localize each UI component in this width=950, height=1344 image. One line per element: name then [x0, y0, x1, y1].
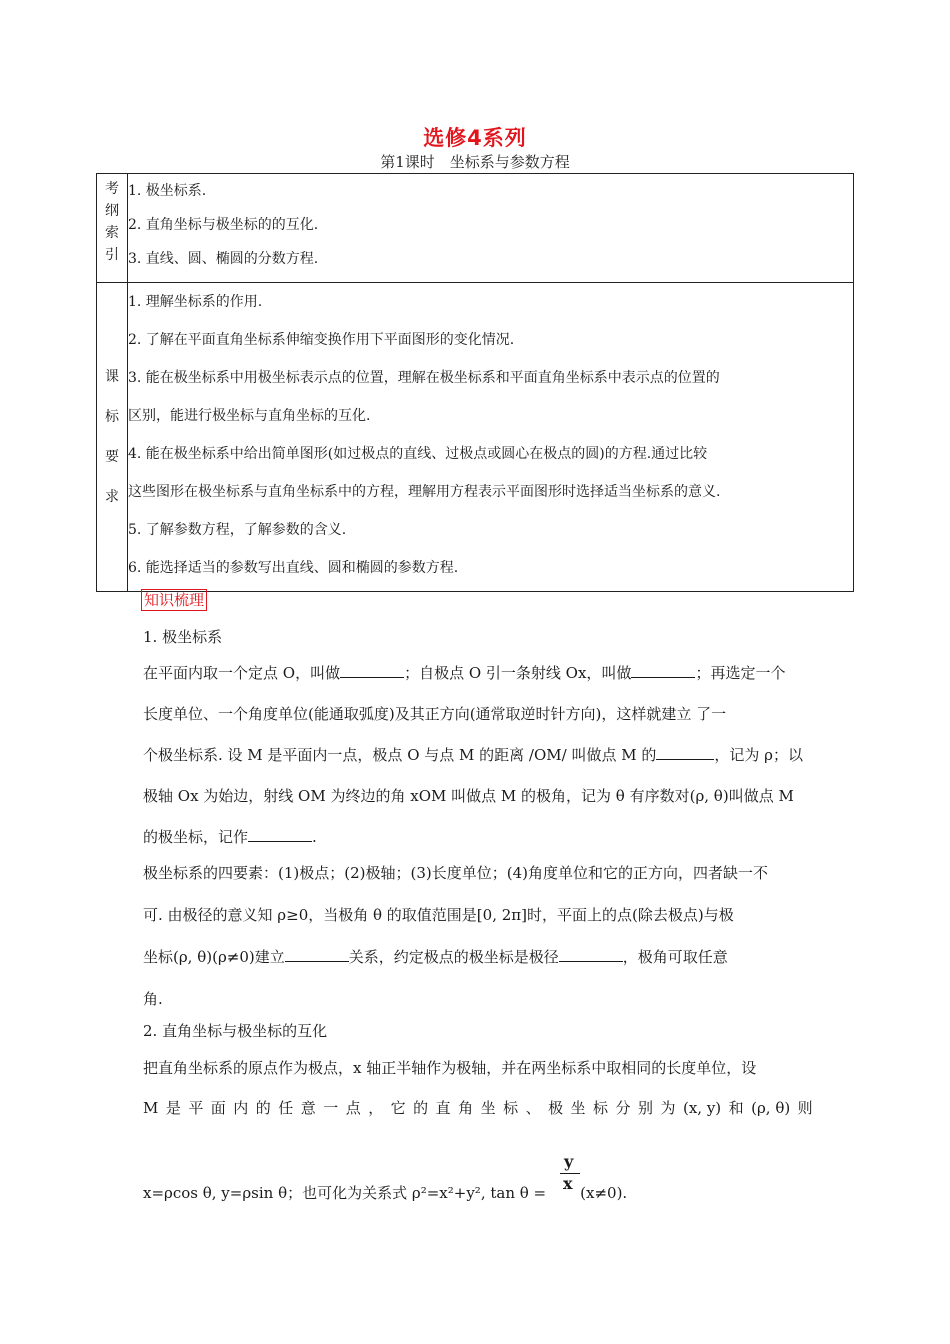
syllabus-item: 1. 极坐标系. [128, 183, 207, 199]
formula-line [143, 1181, 813, 1205]
text-word: 平 [188, 1099, 204, 1117]
text-word: 坐 [570, 1099, 586, 1117]
text-span: 在平面内取一个定点 O，叫做 [143, 664, 341, 682]
text-span: ；自极点 O 引一条射线 Ox，叫做 [404, 664, 632, 682]
fill-blank [285, 947, 349, 962]
text-span: (x≠0). [580, 1184, 628, 1202]
text-word: 、 [525, 1099, 541, 1117]
text-line: 把直角坐标系的原点作为极点，x 轴正半轴作为极轴，并在两坐标系中取相同的长度单位，设 [143, 1059, 757, 1077]
fill-blank [656, 745, 714, 760]
syllabus-row-curriculum [97, 283, 854, 592]
text-span: x=ρcos θ, y=ρsin θ；也可化为关系式 ρ²=x²+y², tan θ = [143, 1184, 547, 1202]
text-span: 关系，约定极点的极坐标是极径 [348, 948, 559, 966]
row-label-char: 课 [105, 369, 119, 385]
text-span: ，极角可取任意 [622, 948, 728, 966]
syllabus-item: 4. 能在极坐标系中给出简单图形(如过极点的直线、过极点或圆心在极点的圆)的方程.通过比较 [128, 446, 708, 462]
syllabus-item: 2. 了解在平面直角坐标系伸缩变换作用下平面图形的变化情况. [128, 332, 515, 348]
text-line [143, 1181, 813, 1205]
fraction-denominator: x [563, 1174, 573, 1193]
syllabus-item: 6. 能选择适当的参数写出直线、圆和椭圆的参数方程. [128, 560, 459, 576]
fill-blank [340, 663, 404, 678]
section2-heading: 2. 直角坐标与极坐标的互化 [143, 1022, 328, 1040]
text-span: 个极坐标系. 设 M 是平面内一点，极点 O 与点 M 的距离 /OM/ 叫做点 M 的 [143, 746, 657, 764]
text-word: M [143, 1099, 159, 1117]
text-word: 的 [255, 1099, 271, 1117]
text-span: ；再选定一个 [695, 664, 786, 682]
text-word: 点 [345, 1099, 361, 1117]
text-line [143, 945, 813, 969]
syllabus-item: 3. 直线、圆、椭圆的分数方程. [128, 251, 319, 267]
lesson-subtitle: 第1课时 坐标系与参数方程 [380, 153, 570, 171]
text-word: 它 [390, 1099, 406, 1117]
row-content-cell [128, 283, 854, 592]
text-word: 标 [593, 1099, 609, 1117]
text-word: ， [368, 1099, 384, 1117]
row-label-cell [97, 283, 128, 592]
page-title: 选修4系列 [423, 126, 527, 150]
text-line: 极坐标系的四要素：(1)极点；(2)极轴；(3)长度单位；(4)角度单位和它的正方向，四者缺一不 [143, 864, 768, 882]
text-span: 的极坐标，记作 [143, 828, 249, 846]
text-word: 直 [435, 1099, 451, 1117]
text-line: 长度单位、一个角度单位(能通取弧度)及其正方向(通常取逆时针方向)，这样就建立 了一 [143, 705, 727, 723]
text-word: 为 [660, 1099, 676, 1117]
text-line: 可. 由极径的意义知 ρ≥0，当极角 θ 的取值范围是[0, 2π]时，平面上的点(除去极点)与极 [143, 906, 734, 924]
row-content-cell [128, 174, 854, 283]
section1-heading: 1. 极坐标系 [143, 628, 223, 646]
row-label-char: 考 [105, 181, 119, 197]
text-word: 一 [323, 1099, 339, 1117]
row-label-char: 引 [105, 247, 119, 263]
text-line: 角. [143, 990, 163, 1008]
syllabus-item: 区别，能进行极坐标与直角坐标的互化. [128, 408, 371, 424]
text-word: 坐 [480, 1099, 496, 1117]
text-word: (ρ, θ) [751, 1099, 791, 1117]
section-tag: 知识梳理 [141, 589, 207, 611]
text-word: 极 [548, 1099, 564, 1117]
text-word: 面 [210, 1099, 226, 1117]
text-word: 别 [638, 1099, 654, 1117]
syllabus-item: 这些图形在极坐标系与直角坐标系中的方程，理解用方程表示平面图形时选择适当坐标系的意义. [128, 484, 721, 500]
syllabus-item: 5. 了解参数方程，了解参数的含义. [128, 522, 347, 538]
row-label-cell [97, 174, 128, 283]
justified-text-line [143, 1096, 813, 1120]
syllabus-item: 1. 理解坐标系的作用. [128, 294, 263, 310]
text-span: ，记为 ρ；以 [714, 746, 803, 764]
row-label-char: 标 [105, 409, 119, 425]
row-label-char: 求 [105, 489, 119, 505]
section1-paragraph1 [143, 660, 813, 850]
row-label-char: 要 [105, 449, 119, 465]
text-word: 标 [503, 1099, 519, 1117]
text-line [143, 660, 813, 686]
text-word: 的 [413, 1099, 429, 1117]
text-word: (x, y) [682, 1099, 722, 1117]
text-line: 极轴 Ox 为始边，射线 OM 为终边的角 xOM 叫做点 M 的极角，记为 θ 有序数对(ρ, θ)叫做点 M [143, 787, 794, 805]
fill-blank [248, 827, 312, 842]
text-word: 分 [615, 1099, 631, 1117]
text-word: 意 [300, 1099, 316, 1117]
section2-paragraph [143, 1056, 813, 1120]
text-line [143, 824, 813, 850]
row-label-char: 纲 [105, 203, 119, 219]
text-span: 坐标(ρ, θ)(ρ≠0)建立 [143, 948, 285, 966]
text-span: . [312, 828, 317, 846]
text-word: 是 [165, 1099, 181, 1117]
fill-blank [631, 663, 695, 678]
text-word: 任 [278, 1099, 294, 1117]
text-word: 内 [233, 1099, 249, 1117]
syllabus-row-exam-index [97, 174, 854, 283]
fraction-numerator: y [564, 1152, 574, 1171]
row-label-char: 索 [105, 225, 119, 241]
section1-paragraph2 [143, 861, 813, 1011]
fill-blank [559, 947, 623, 962]
syllabus-table [96, 173, 854, 592]
text-word: 角 [458, 1099, 474, 1117]
syllabus-item: 2. 直角坐标与极坐标的的互化. [128, 217, 319, 233]
text-line [143, 742, 813, 768]
text-word: 则 [797, 1099, 813, 1117]
syllabus-item: 3. 能在极坐标系中用极坐标表示点的位置，理解在极坐标系和平面直角坐标系中表示点的位置的 [128, 370, 720, 386]
text-word: 和 [728, 1099, 744, 1117]
